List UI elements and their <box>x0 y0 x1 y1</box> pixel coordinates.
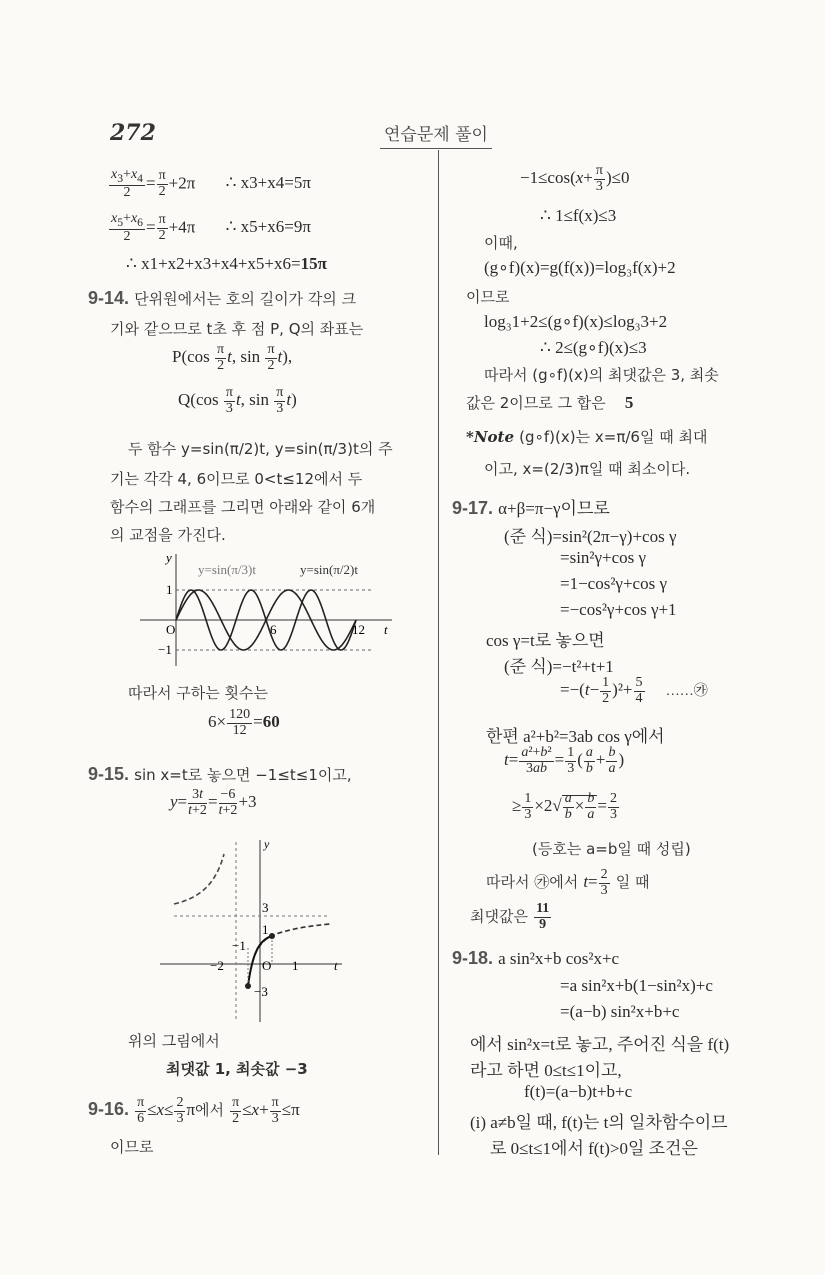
text-line: 이므로 <box>110 1138 154 1156</box>
math-line: (준 식)=sin²(2π−γ)+cos γ <box>504 527 677 546</box>
point-q: Q(cos $\frac{\pi}{3}$ t, sin $\frac{\pi}{3}$ t) <box>178 385 297 416</box>
tick-12: 12 <box>352 622 365 637</box>
math-line: α+β=π−γ이므로 <box>498 499 610 518</box>
problem-number: 9-15. <box>88 764 130 784</box>
math-line: =sin²γ+cos γ <box>560 548 647 567</box>
math-line: 로 0≤t≤1에서 f(t)>0일 조건은 <box>490 1139 698 1158</box>
y-expression: y= $\frac{3t}{t+2}$ = $\frac{-6}{t+2}$ +3 <box>170 787 257 818</box>
problem-9-16: 9-16. $\frac{\pi}{6}$ ≤x≤ $\frac{2}{3}$ π에서 $\frac{\pi}{2}$ ≤x+ $\frac{\pi}{3}$ ≤π <box>88 1095 300 1126</box>
text-line: 에서 <box>195 1101 225 1120</box>
sum-text: ∴ x1+x2+x3+x4+x5+x6= <box>126 254 301 273</box>
text-line: 단위원에서는 호의 길이가 각의 크 <box>134 290 357 308</box>
math-line: 에서 sin²x=t로 놓고, 주어진 식을 f(t) <box>470 1035 730 1054</box>
point-p: P(cos $\frac{\pi}{2}$ t, sin $\frac{\pi}{2}$ t), <box>172 342 293 373</box>
conclusion-line: 따라서 ㉮에서 t= $\frac{2}{3}$ 일 때 <box>486 867 650 898</box>
tick-ym3: −3 <box>254 984 268 999</box>
math-line: =1−cos²γ+cos γ <box>560 574 667 593</box>
text-line: 최댓값은 <box>470 907 528 926</box>
math-line: =(a−b) sin²x+b+c <box>560 1002 680 1021</box>
tick-y3: 3 <box>262 900 269 915</box>
tick-y1: 1 <box>262 922 269 937</box>
math-line: log₃1+2≤(g∘f)(x)≤log₃3+2 <box>484 312 668 331</box>
math-line: =−cos²γ+cos γ+1 <box>560 600 677 619</box>
label-sin-pi3: y=sin(π/3)t <box>198 562 256 577</box>
math-line: (준 식)=−t²+t+1 <box>504 657 614 676</box>
branch-left <box>174 854 224 904</box>
concl-x5-x6: ∴ x5+x6=9π <box>225 217 311 237</box>
cos-range: −1≤cos(x+ $\frac{\pi}{3}$ )≤0 <box>520 163 630 194</box>
t-label: t <box>334 958 338 973</box>
text-line: sin x=t로 놓으면 −1≤t≤1이고, <box>134 766 352 784</box>
math-line: cos γ=t로 놓으면 <box>486 631 605 650</box>
tick-y1: 1 <box>166 582 173 597</box>
problem-number: 9-18. <box>452 948 494 968</box>
problem-number: 9-17. <box>452 498 494 518</box>
y-label: y <box>166 550 172 565</box>
note-line: 이고, x=(2/3)π일 때 최소이다. <box>484 460 691 478</box>
math-line: (i) a≠b일 때, f(t)는 t의 일차함수이므 <box>470 1113 728 1132</box>
tick-x1: 1 <box>292 958 299 973</box>
am-gm-line: ≥ $\frac{1}{3}$ ×2√ $\frac{a}{b}$ × $\frac{b}{a}$ = $\frac{2}{3}$ <box>512 791 617 822</box>
page-title: 연습문제 풀이 <box>380 120 492 149</box>
text-line: 두 함수 y=sin(π/2)t, y=sin(π/3)t의 주 <box>128 440 393 458</box>
problem-number: 9-14. <box>88 288 130 308</box>
answer-9-15: 최댓값 1, 최솟값 −3 <box>166 1060 308 1078</box>
problem-9-18 <box>452 948 619 969</box>
t-label: t <box>384 622 388 637</box>
math-line: 라고 하면 0≤t≤1이고, <box>470 1061 622 1080</box>
column-divider <box>438 150 439 1155</box>
text-line: 이때, <box>484 234 518 252</box>
endpoint-max <box>269 933 275 939</box>
text-line: 값은 2이므로 그 합은 <box>466 394 606 412</box>
answer-9-17: $\frac{11}{9}$ <box>536 901 550 932</box>
math-line: a sin²x+b cos²x+c <box>498 949 620 968</box>
tick-xm2: −2 <box>210 958 224 973</box>
sum-line <box>126 254 327 274</box>
y-label: y <box>264 837 270 851</box>
answer-9-13: 15π <box>300 254 327 273</box>
label-sin-pi2: y=sin(π/2)t <box>300 562 358 577</box>
problem-9-15 <box>88 764 352 785</box>
math-line: f(t)=(a−b)t+b+c <box>524 1082 633 1101</box>
text-line: 기는 각각 4, 6이므로 0<t≤12에서 두 <box>110 470 363 488</box>
tick-6: 6 <box>270 622 277 637</box>
math-line: ∴ 2≤(g∘f)(x)≤3 <box>540 338 647 357</box>
concl-x3-x4: ∴ x3+x4=5π <box>225 173 311 193</box>
endpoint-min <box>245 983 251 989</box>
page-number: 272 <box>110 120 156 146</box>
note-line: (g∘f)(x)는 x=π/6일 때 최대 <box>519 428 708 446</box>
text-line: 함수의 그래프를 그리면 아래와 같이 6개 <box>110 498 376 516</box>
text-line: 일 때 <box>615 873 650 892</box>
text-line: (등호는 a=b일 때 성립) <box>532 840 691 858</box>
text-line: 따라서 구하는 횟수는 <box>128 684 268 702</box>
math-line: 한편 a²+b²=3ab cos γ에서 <box>486 727 665 746</box>
problem-9-14 <box>88 288 356 309</box>
text-line: 따라서 (g∘f)(x)의 최댓값은 3, 최솟 <box>484 366 719 384</box>
math-line: (g∘f)(x)=g(f(x))=log₃f(x)+2 <box>484 258 676 277</box>
text-line: 위의 그림에서 <box>128 1032 220 1050</box>
math-line: =a sin²x+b(1−sin²x)+c <box>560 976 713 995</box>
note-label: *Note <box>466 428 515 446</box>
text-line: 의 교점을 가진다. <box>110 526 226 544</box>
text-line: 이므로 <box>466 288 510 306</box>
text-line: 기와 같으므로 t초 후 점 P, Q의 좌표는 <box>110 320 364 338</box>
note <box>466 426 707 447</box>
t-expression: t= $\frac{\text{a²+b²}}{3ab}$ = $\frac{1}{3}$ ( $\frac{a}{b}$ + $\frac{b}{a}$ ) <box>504 745 625 776</box>
eq-x5-x6: $\frac{x_5+x_6}{2}$ = $\frac{\pi}{2}$ +4π ∴ x5+x6=9π <box>111 211 311 245</box>
max-line <box>470 902 552 932</box>
answer-9-16: 5 <box>624 393 634 412</box>
origin: O <box>262 958 272 973</box>
completed-square: =−(t− $\frac{1}{2}$ )²+ $\frac{5}{4}$ ……㉮ <box>560 675 708 706</box>
problem-9-17 <box>452 494 610 519</box>
tick-ym1: −1 <box>158 642 172 657</box>
text-line: 따라서 ㉮에서 <box>486 873 579 892</box>
origin: O <box>166 622 176 637</box>
eq-x3-x4: $\frac{x_3+x_4}{2}$ = $\frac{\pi}{2}$ +2π ∴ x3+x4=5π <box>111 167 311 201</box>
sum-line <box>466 392 633 413</box>
tick-xm1: −1 <box>232 938 246 953</box>
sine-intersection-graph <box>140 548 400 668</box>
hyperbola-graph <box>160 836 360 1026</box>
math-line: ∴ 1≤f(x)≤3 <box>540 206 617 225</box>
count-eq: 6× $\frac{120}{12}$ =60 <box>208 707 280 738</box>
problem-number: 9-16. <box>88 1099 130 1120</box>
answer-9-14: 60 <box>262 712 280 732</box>
